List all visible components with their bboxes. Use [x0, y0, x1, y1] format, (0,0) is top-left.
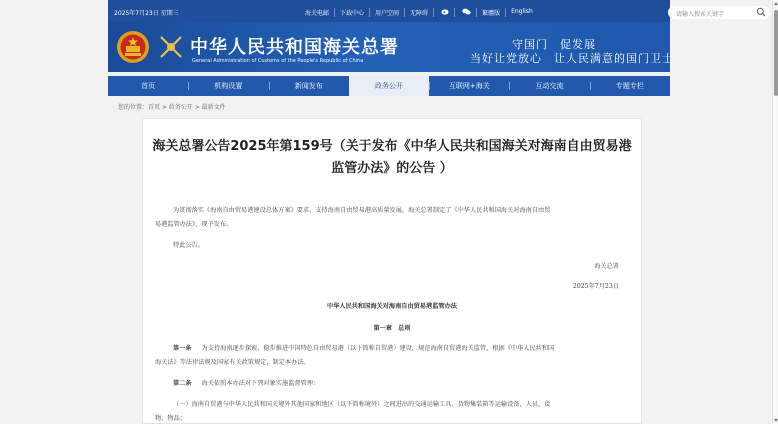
link-customs-mail[interactable]: 海关电邮 [300, 8, 335, 17]
article2-text: 海关依照本办法对下列对象实施监督管理： [201, 380, 320, 387]
top-utility-bar [108, 0, 725, 22]
article-title-line2: 监管办法》的公告 ） [331, 161, 453, 176]
article1-label: 第一条 [173, 345, 192, 352]
link-download-center[interactable]: 下载中心 [335, 8, 370, 17]
search-input[interactable]: 请输入搜索关键字 [676, 11, 725, 18]
nav-item-special-topics[interactable]: 专题专栏 [590, 76, 670, 96]
current-date: 2025年7月23日 星期三 [114, 10, 179, 17]
breadcrumb[interactable]: 您的位置：首页 > 政务公开 > 最新文件 [118, 104, 226, 111]
item1-line2: 物、物品； [155, 415, 186, 422]
signer: 海关总署 [594, 263, 619, 270]
nav-item-internet-customs[interactable]: 互联网+海关 [429, 76, 509, 96]
link-english[interactable]: English [511, 8, 533, 15]
scroll-up-icon[interactable] [774, 2, 778, 5]
article-title-line1: 海关总署公告2025年第159号（关于发布《中华人民共和国海关对海南自由贸易港 [152, 139, 632, 154]
article1-text-line2: 海关法》等法律法规及国家有关政策规定，制定本办法。 [155, 359, 310, 366]
site-title-english: General Administration of Customs of the People's Republic of China [192, 58, 364, 64]
slogan-line1: 守国门 促发展 [512, 38, 596, 51]
paragraph-intro-line2: 易港监管办法》，现予发布。 [155, 221, 233, 228]
link-accessibility[interactable]: 无障碍 [405, 8, 434, 17]
chapter-heading: 第一章 总则 [373, 325, 411, 332]
link-user-space[interactable]: 用户空间 [370, 8, 405, 17]
weibo-icon[interactable] [434, 8, 455, 17]
paragraph-announce: 特此公告。 [173, 242, 204, 249]
site-banner [108, 22, 674, 72]
page-scrollbar[interactable] [772, 0, 778, 424]
nav-item-home[interactable]: 首页 [141, 82, 156, 90]
wechat-icon[interactable] [455, 8, 477, 17]
link-traditional[interactable]: 繁體版 [477, 8, 506, 17]
article1-text: 为支持海南逐步探索、稳步推进中国特色自由贸易港（以下简称自贸港）建设，规范海南自贸港海关监管，根据《中华人民共和国 [201, 345, 555, 352]
nav-item-government-affairs[interactable]: 政务公开 [349, 76, 429, 96]
utility-links [300, 8, 538, 17]
item1-line1: （一）海南自贸港与中华人民共和国关境外其他国家和地区（以下简称境外）之间进出的交通运输工具、货物集装箱等运输设备、人员、货 [173, 401, 551, 408]
scroll-down-icon[interactable] [774, 419, 778, 422]
article2-label: 第二条 [173, 380, 192, 387]
paragraph-intro-line1: 为贯彻落实《海南自由贸易港建设总体方案》要求，支持海南自由贸易港高质量发展，海关总署制定了《中华人民共和国海关对海南自由贸 [173, 207, 551, 214]
search-icon[interactable] [756, 7, 766, 17]
scrollbar-thumb[interactable] [774, 10, 778, 96]
nav-item-news[interactable]: 新闻发布 [269, 76, 349, 96]
slogan-line2: 当好让党放心 让人民满意的国门卫士 [470, 52, 674, 65]
nav-item-organization[interactable]: 机构设置 [188, 76, 268, 96]
doc-title: 中华人民共和国海关对海南自由贸易港监管办法 [327, 303, 457, 310]
article-panel [142, 118, 642, 424]
main-nav [108, 76, 670, 96]
site-title[interactable]: 中华人民共和国海关总署 [190, 37, 399, 58]
nav-item-interaction[interactable]: 互动交流 [509, 76, 589, 96]
emblem-icon [116, 30, 150, 64]
search-box[interactable] [668, 6, 770, 19]
sign-date: 2025年7月23日 [572, 283, 619, 290]
customs-logo-icon [156, 32, 186, 62]
